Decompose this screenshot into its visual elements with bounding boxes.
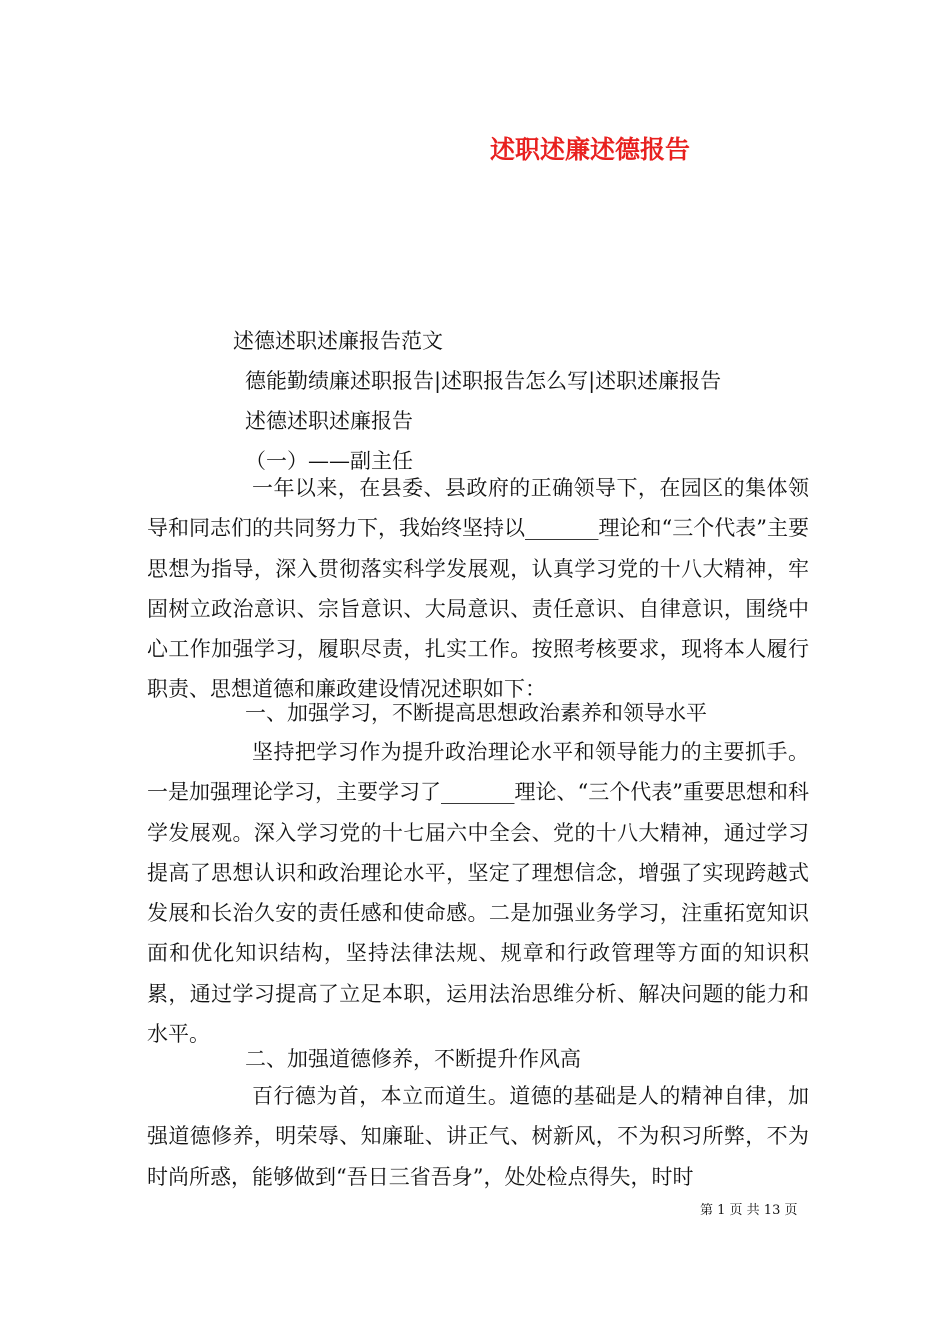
paragraph-intro: 一年以来，在县委、县政府的正确领导下，在园区的集体领导和同志们的共同努力下，我始终坚持以_______理论和“三个代表”主要思想为指导，深入贯彻落实科学发展观，认真学习党的十八大精神，牢固树立政治意识、宗旨意识、大局意识、责任意识、自律意识，围绕中心工作加强学习，履职尽责，扎实工作。按照考核要求，现将本人履行职责、思想道德和廉政建设情况述职如下：: [147, 476, 809, 702]
heading-line-1: 述德述职述廉报告范文: [233, 329, 443, 353]
paragraph-study: 坚持把学习作为提升政治理论水平和领导能力的主要抓手。一是加强理论学习，主要学习了_______理论、“三个代表”重要思想和科学发展观。深入学习党的十七届六中全会、党的十八大精神，通过学习提高了思想认识和政治理论水平，坚定了理想信念，增强了实现跨越式发展和长治久安的责任感和使命感。二是加强业务学习，注重拓宽知识面和优化知识结构，坚持法律法规、规章和行政管理等方面的知识积累，通过学习提高了立足本职，运用法治思维分析、解决问题的能力和水平。: [147, 740, 809, 1047]
heading-line-4: （一）——副主任: [245, 449, 413, 473]
section-heading-1: 一、加强学习，不断提高思想政治素养和领导水平: [245, 701, 707, 725]
heading-line-3: 述德述职述廉报告: [245, 409, 413, 433]
document-title: 述职述廉述德报告: [489, 135, 690, 164]
section-heading-2: 二、加强道德修养，不断提升作风高: [245, 1047, 581, 1071]
page-number-footer: 第 1 页 共 13 页: [700, 1203, 798, 1218]
paragraph-morality: 百行德为首，本立而道生。道德的基础是人的精神自律，加强道德修养，明荣辱、知廉耻、讲正气、树新风，不为积习所弊，不为时尚所惑，能够做到“吾日三省吾身”，处处检点得失，时时: [147, 1084, 809, 1189]
heading-line-2: 德能勤绩廉述职报告|述职报告怎么写|述职述廉报告: [245, 369, 722, 393]
